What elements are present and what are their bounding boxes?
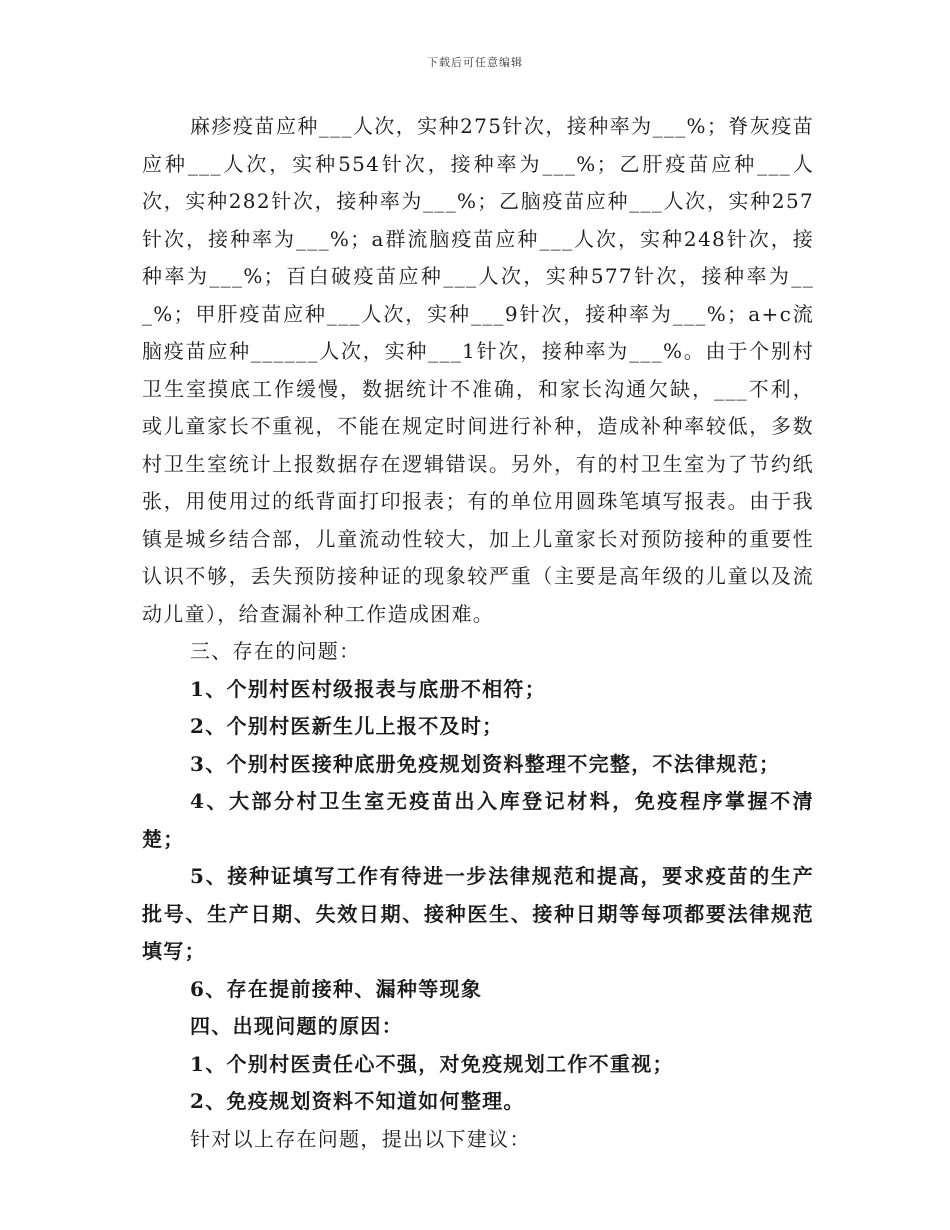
page-header: 下载后可任意编辑 <box>427 56 523 69</box>
suggestions-intro: 针对以上存在问题，提出以下建议： <box>190 1126 531 1151</box>
problem-item-6: 6、存在提前接种、漏种等现象 <box>190 976 483 1001</box>
document-body <box>142 108 814 1158</box>
problem-item-2: 2、个别村医新生儿上报不及时； <box>190 714 504 738</box>
problem-item-4: 4、大部分村卫生室无疫苗出入库登记材料，免疫程序掌握不清楚； <box>142 789 814 851</box>
paragraph-vaccination-stats: 麻疹疫苗应种___人次，实种275针次，接种率为___%；脊灰疫苗应种___人次，实种554针次，接种率为___%；乙肝疫苗应种___人次，实种282针次，接种率为___%；乙脑疫苗应种___人次，实种257针次，接种率为___%；a群流脑疫苗应种___人次，实种248针次，接种率为___%；百白破疫苗应种___人次，实种577针次，接种率为___%；甲肝疫苗应种___人次，实种___9针次，接种率为___%；a+c流脑疫苗应种______人次，实种___1针次，接种率为___%。由于个别村卫生室摸底工作缓慢，数据统计不准确，和家长沟通欠缺，___不利，或儿童家长不重视，不能在规定时间进行补种，造成补种率较低，多数村卫生室统计上报数据存在逻辑错误。另外，有的村卫生室为了节约纸张，用使用过的纸背面打印报表；有的单位用圆珠笔填写报表。由于我镇是城乡结合部，儿童流动性较大，加上儿童家长对预防接种的重要性认识不够，丢失预防接种证的现象较严重（主要是高年级的儿童以及流动儿童），给查漏补种工作造成困难。 <box>142 114 814 626</box>
section-heading-problems: 三、存在的问题： <box>190 639 361 663</box>
problem-item-1: 1、个别村医村级报表与底册不相符； <box>190 676 547 701</box>
problem-item-3: 3、个别村医接种底册免疫规划资料整理不完整，不法律规范； <box>190 751 781 776</box>
section-heading-causes: 四、出现问题的原因： <box>190 1014 403 1038</box>
cause-item-1: 1、个别村医责任心不强，对免疫规划工作不重视； <box>190 1051 674 1076</box>
problem-item-5: 5、接种证填写工作有待进一步法律规范和提高，要求疫苗的生产批号、生产日期、失效日期、接种医生、接种日期等每项都要法律规范填写； <box>142 864 814 963</box>
cause-item-2: 2、免疫规划资料不知道如何整理。 <box>190 1089 525 1113</box>
